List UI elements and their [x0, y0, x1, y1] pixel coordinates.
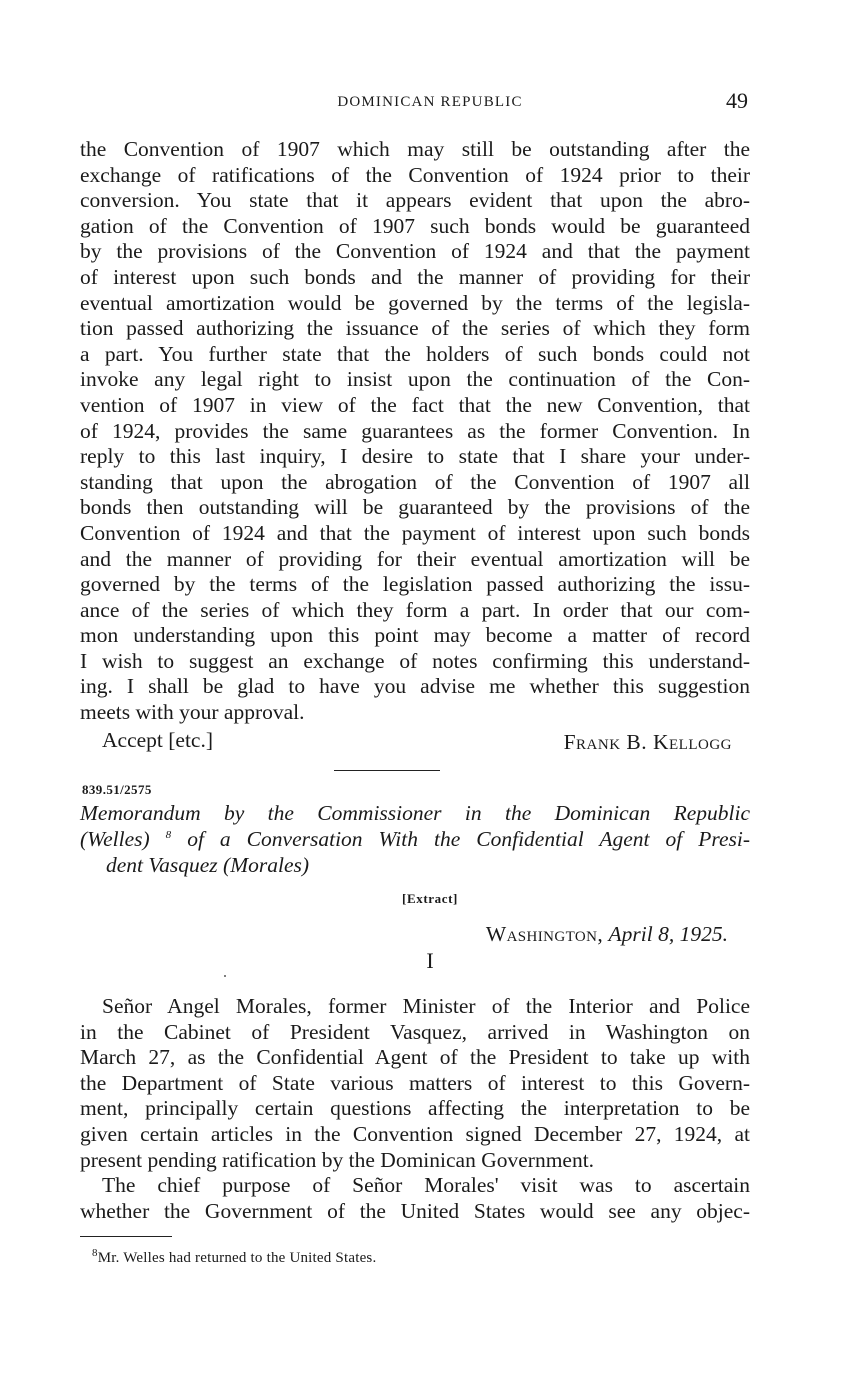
text-line: given certain articles in the Convention signed December 27, 1924, at [80, 1121, 750, 1146]
heading-line: Memorandum by the Commissioner in the Dominican Republic [80, 801, 750, 825]
text-line: by the provisions of the Convention of 1924 and that the payment [80, 239, 750, 264]
signature: Frank B. Kellogg [563, 730, 732, 754]
file-number: 839.51/2575 [82, 782, 152, 797]
page-number: 49 [726, 88, 748, 113]
text-line: standing that upon the abrogation of the Convention of 1907 all [80, 469, 750, 494]
text-line: meets with your approval. [80, 700, 305, 725]
text-line: Señor Angel Morales, former Minister of the Interior and Police [102, 994, 750, 1018]
memo-body [80, 994, 750, 1224]
text-line: in the Cabinet of President Vasquez, arrived in Washington on [80, 1019, 750, 1044]
text-line: reply to this last inquiry, I desire to state that I share your under- [80, 444, 750, 469]
complimentary-close: Accept [etc.] [102, 728, 214, 752]
text-line: present pending ratification by the Dominican Government. [80, 1147, 595, 1172]
text-line: tion passed authorizing the issuance of the series of which they form [80, 316, 750, 341]
letter-paragraph [80, 137, 750, 726]
text-line: exchange of ratifications of the Convention of 1924 prior to their [80, 162, 750, 187]
text-line: the Department of State various matters of interest to this Govern- [80, 1070, 750, 1095]
memo-paragraph [80, 1173, 750, 1224]
heading-line: dent Vasquez (Morales) [106, 853, 310, 877]
text-line: ance of the series of which they form a part. In order that our com- [80, 597, 750, 622]
text-line: conversion. You state that it appears evident that upon the abro- [80, 188, 750, 213]
text-line: of 1924, provides the same guarantees as the former Convention. In [80, 418, 750, 443]
text-line: ing. I shall be glad to have you advise me whether this suggestion [80, 674, 750, 699]
memo-paragraph [80, 994, 750, 1173]
text-line: The chief purpose of Señor Morales' visit was to ascertain [102, 1173, 750, 1198]
footnote-divider [80, 1236, 172, 1237]
text-line: invoke any legal right to insist upon the continuation of the Con- [80, 367, 750, 392]
text-line: vention of 1907 in view of the fact that the new Convention, that [80, 392, 750, 417]
text-line: Convention of 1924 and that the payment of interest upon such bonds [80, 520, 750, 545]
text-line: I wish to suggest an exchange of notes confirming this understand- [80, 648, 750, 673]
dateline-date: April 8, 1925. [608, 922, 728, 946]
text-line: gation of the Convention of 1907 such bonds would be guaranteed [80, 213, 750, 238]
text-line: bonds then outstanding will be guaranteed by the provisions of the [80, 495, 750, 520]
footnote-reference[interactable]: 8 [165, 828, 172, 841]
section-numeral: I [426, 948, 434, 973]
dateline [486, 922, 728, 947]
text-line: March 27, as the Confidential Agent of the President to take up with [80, 1045, 750, 1070]
footnote [92, 1247, 377, 1267]
heading-line [80, 826, 750, 852]
text-line: a part. You further state that the holders of such bonds could not [80, 341, 750, 366]
section-divider [334, 770, 440, 771]
text-line: whether the Government of the United States would see any objec- [80, 1198, 750, 1223]
text-line: governed by the terms of the legislation passed authorizing the issu- [80, 572, 750, 597]
footnote-text: Mr. Welles had returned to the United States. [97, 1250, 377, 1266]
heading-line-text: of a Conversation With the Confidential Agent of Presi- [187, 827, 751, 851]
text-line: ment, principally certain questions affecting the interpretation to be [80, 1096, 750, 1121]
document-heading [80, 800, 750, 878]
heading-author: (Welles) [80, 827, 150, 851]
print-speck [224, 975, 226, 977]
footnote-marker: 8 [92, 1247, 98, 1259]
text-line: of interest upon such bonds and the manner of providing for their [80, 264, 750, 289]
dateline-place: Washington, [485, 922, 604, 946]
running-head: DOMINICAN REPUBLIC [337, 94, 523, 110]
extract-label: [Extract] [402, 891, 458, 906]
text-line: and the manner of providing for their eventual amortization will be [80, 546, 750, 571]
text-line: eventual amortization would be governed by the terms of the legisla- [80, 290, 750, 315]
text-line: the Convention of 1907 which may still be outstanding after the [80, 137, 750, 161]
text-line: mon understanding upon this point may become a matter of record [80, 623, 750, 648]
letter-body [80, 137, 750, 726]
